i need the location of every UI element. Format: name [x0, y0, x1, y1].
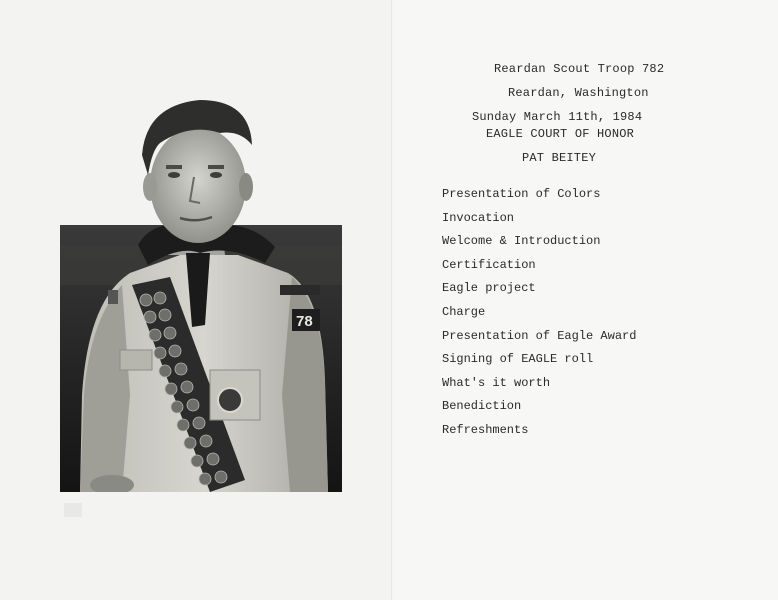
- honoree-name: PAT BEITEY: [522, 151, 597, 165]
- troop-name: Reardan Scout Troop 782: [494, 62, 665, 76]
- program-item: Signing of EAGLE roll: [442, 352, 594, 367]
- event-title: EAGLE COURT OF HONOR: [486, 127, 635, 141]
- program-item: Refreshments: [442, 422, 529, 437]
- program-item: Welcome & Introduction: [442, 234, 601, 249]
- ceremony-date: Sunday March 11th, 1984: [472, 110, 643, 124]
- program-item: Invocation: [442, 210, 515, 225]
- program-item: Charge: [442, 304, 486, 319]
- troop-location: Reardan, Washington: [508, 86, 649, 100]
- program-item: Presentation of Colors: [442, 187, 601, 201]
- paper-smudge: [64, 503, 82, 517]
- scout-portrait-photo: [60, 95, 342, 492]
- page-fold: [391, 0, 393, 600]
- shoulder-number: 78: [296, 313, 313, 330]
- program-item: Presentation of Eagle Award: [442, 328, 637, 343]
- program-list: [442, 186, 636, 446]
- program-item: Benediction: [442, 399, 522, 414]
- program-item: Eagle project: [442, 281, 536, 296]
- program-item: What's it worth: [442, 375, 551, 390]
- program-item: Certification: [442, 257, 536, 272]
